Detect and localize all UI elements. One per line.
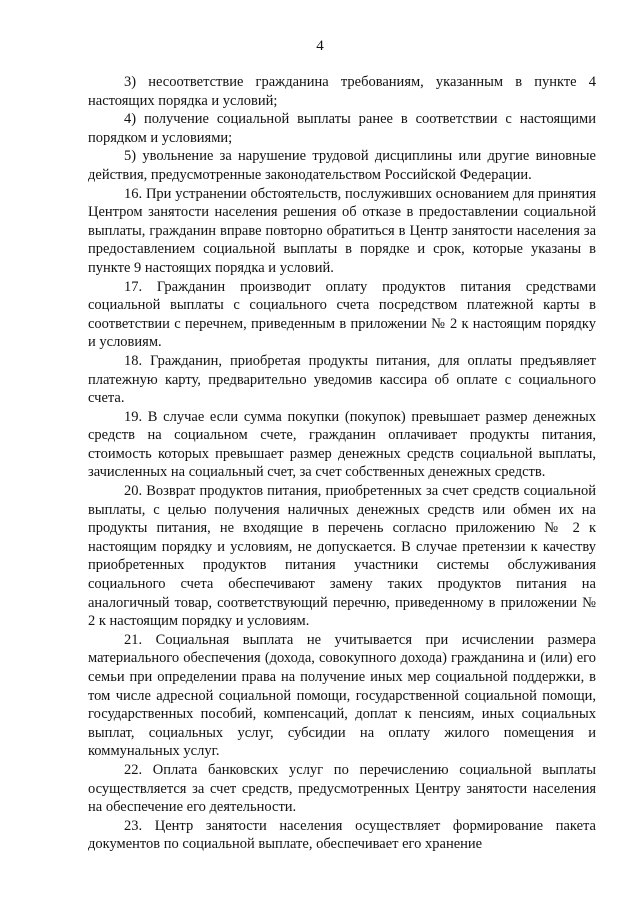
page-number: 4 <box>316 38 324 54</box>
paragraph-18: 18. Гражданин, приобретая продукты питания, для оплаты предъявляет платежную карту, предварительно уведомив кассира об оплате с социального счета. <box>88 352 596 407</box>
paragraph-item-3: 3) несоответствие гражданина требованиям, указанным в пункте 4 настоящих порядка и условий; <box>88 74 596 109</box>
paragraph-21: 21. Социальная выплата не учитывается при исчислении размера материального обеспечения (дохода, совокупного дохода) гражданина и (или) его семьи при определении права на получение иных мер социальной поддержки, в том числе адресной социальной помощи, государственной социальной помощи, государственных пособий, компенсаций, доплат к пенсиям, иных социальных выплат, социальных услуг, субсидии на оплату жилого помещения и коммунальных услуг. <box>88 631 596 760</box>
paragraph-16: 16. При устранении обстоятельств, послуживших основанием для принятия Центром занятости населения решения об отказе в предоставлении социальной выплаты, гражданин вправе повторно обратиться в Центр занятости населения за предоставлением социальной выплаты в порядке и срок, которые указаны в пункте 9 настоящих порядка и условий. <box>88 185 596 276</box>
paragraph-19: 19. В случае если сумма покупки (покупок) превышает размер денежных средств на социальном счете, гражданин оплачивает продукты питания, стоимость которых превышает размер денежных средств социальной выплаты, зачисленных на социальный счет, за счет собственных денежных средств. <box>88 408 596 481</box>
paragraph-item-4: 4) получение социальной выплаты ранее в соответствии с настоящими порядком и условиями; <box>88 111 596 146</box>
paragraph-22: 22. Оплата банковских услуг по перечислению социальной выплаты осуществляется за счет средств, предусмотренных Центру занятости населения на обеспечение его деятельности. <box>88 761 596 816</box>
paragraph-23: 23. Центр занятости населения осуществляет формирование пакета документов по социальной выплате, обеспечивает его хранение <box>88 817 596 853</box>
paragraph-17: 17. Гражданин производит оплату продуктов питания средствами социальной выплаты с социального счета посредством платежной карты в соответствии с перечнем, приведенным в приложении № 2 к настоящим порядку и условиям. <box>88 278 596 351</box>
document-body <box>88 73 596 854</box>
paragraph-20: 20. Возврат продуктов питания, приобретенных за счет средств социальной выплаты, с целью получения наличных денежных средств или обмен их на продукты питания, не входящие в перечень согласно приложению № 2 к настоящим порядку и условиям, не допускается. В случае претензии к качеству приобретенных продуктов питания участники системы обслуживания социального счета обеспечивают замену таких продуктов питания на аналогичный товар, соответствующий перечню, приведенному в приложении № 2 к настоящим порядку и условиям. <box>88 483 596 630</box>
paragraph-item-5: 5) увольнение за нарушение трудовой дисциплины или другие виновные действия, предусмотренные законодательством Российской Федерации. <box>88 148 596 183</box>
